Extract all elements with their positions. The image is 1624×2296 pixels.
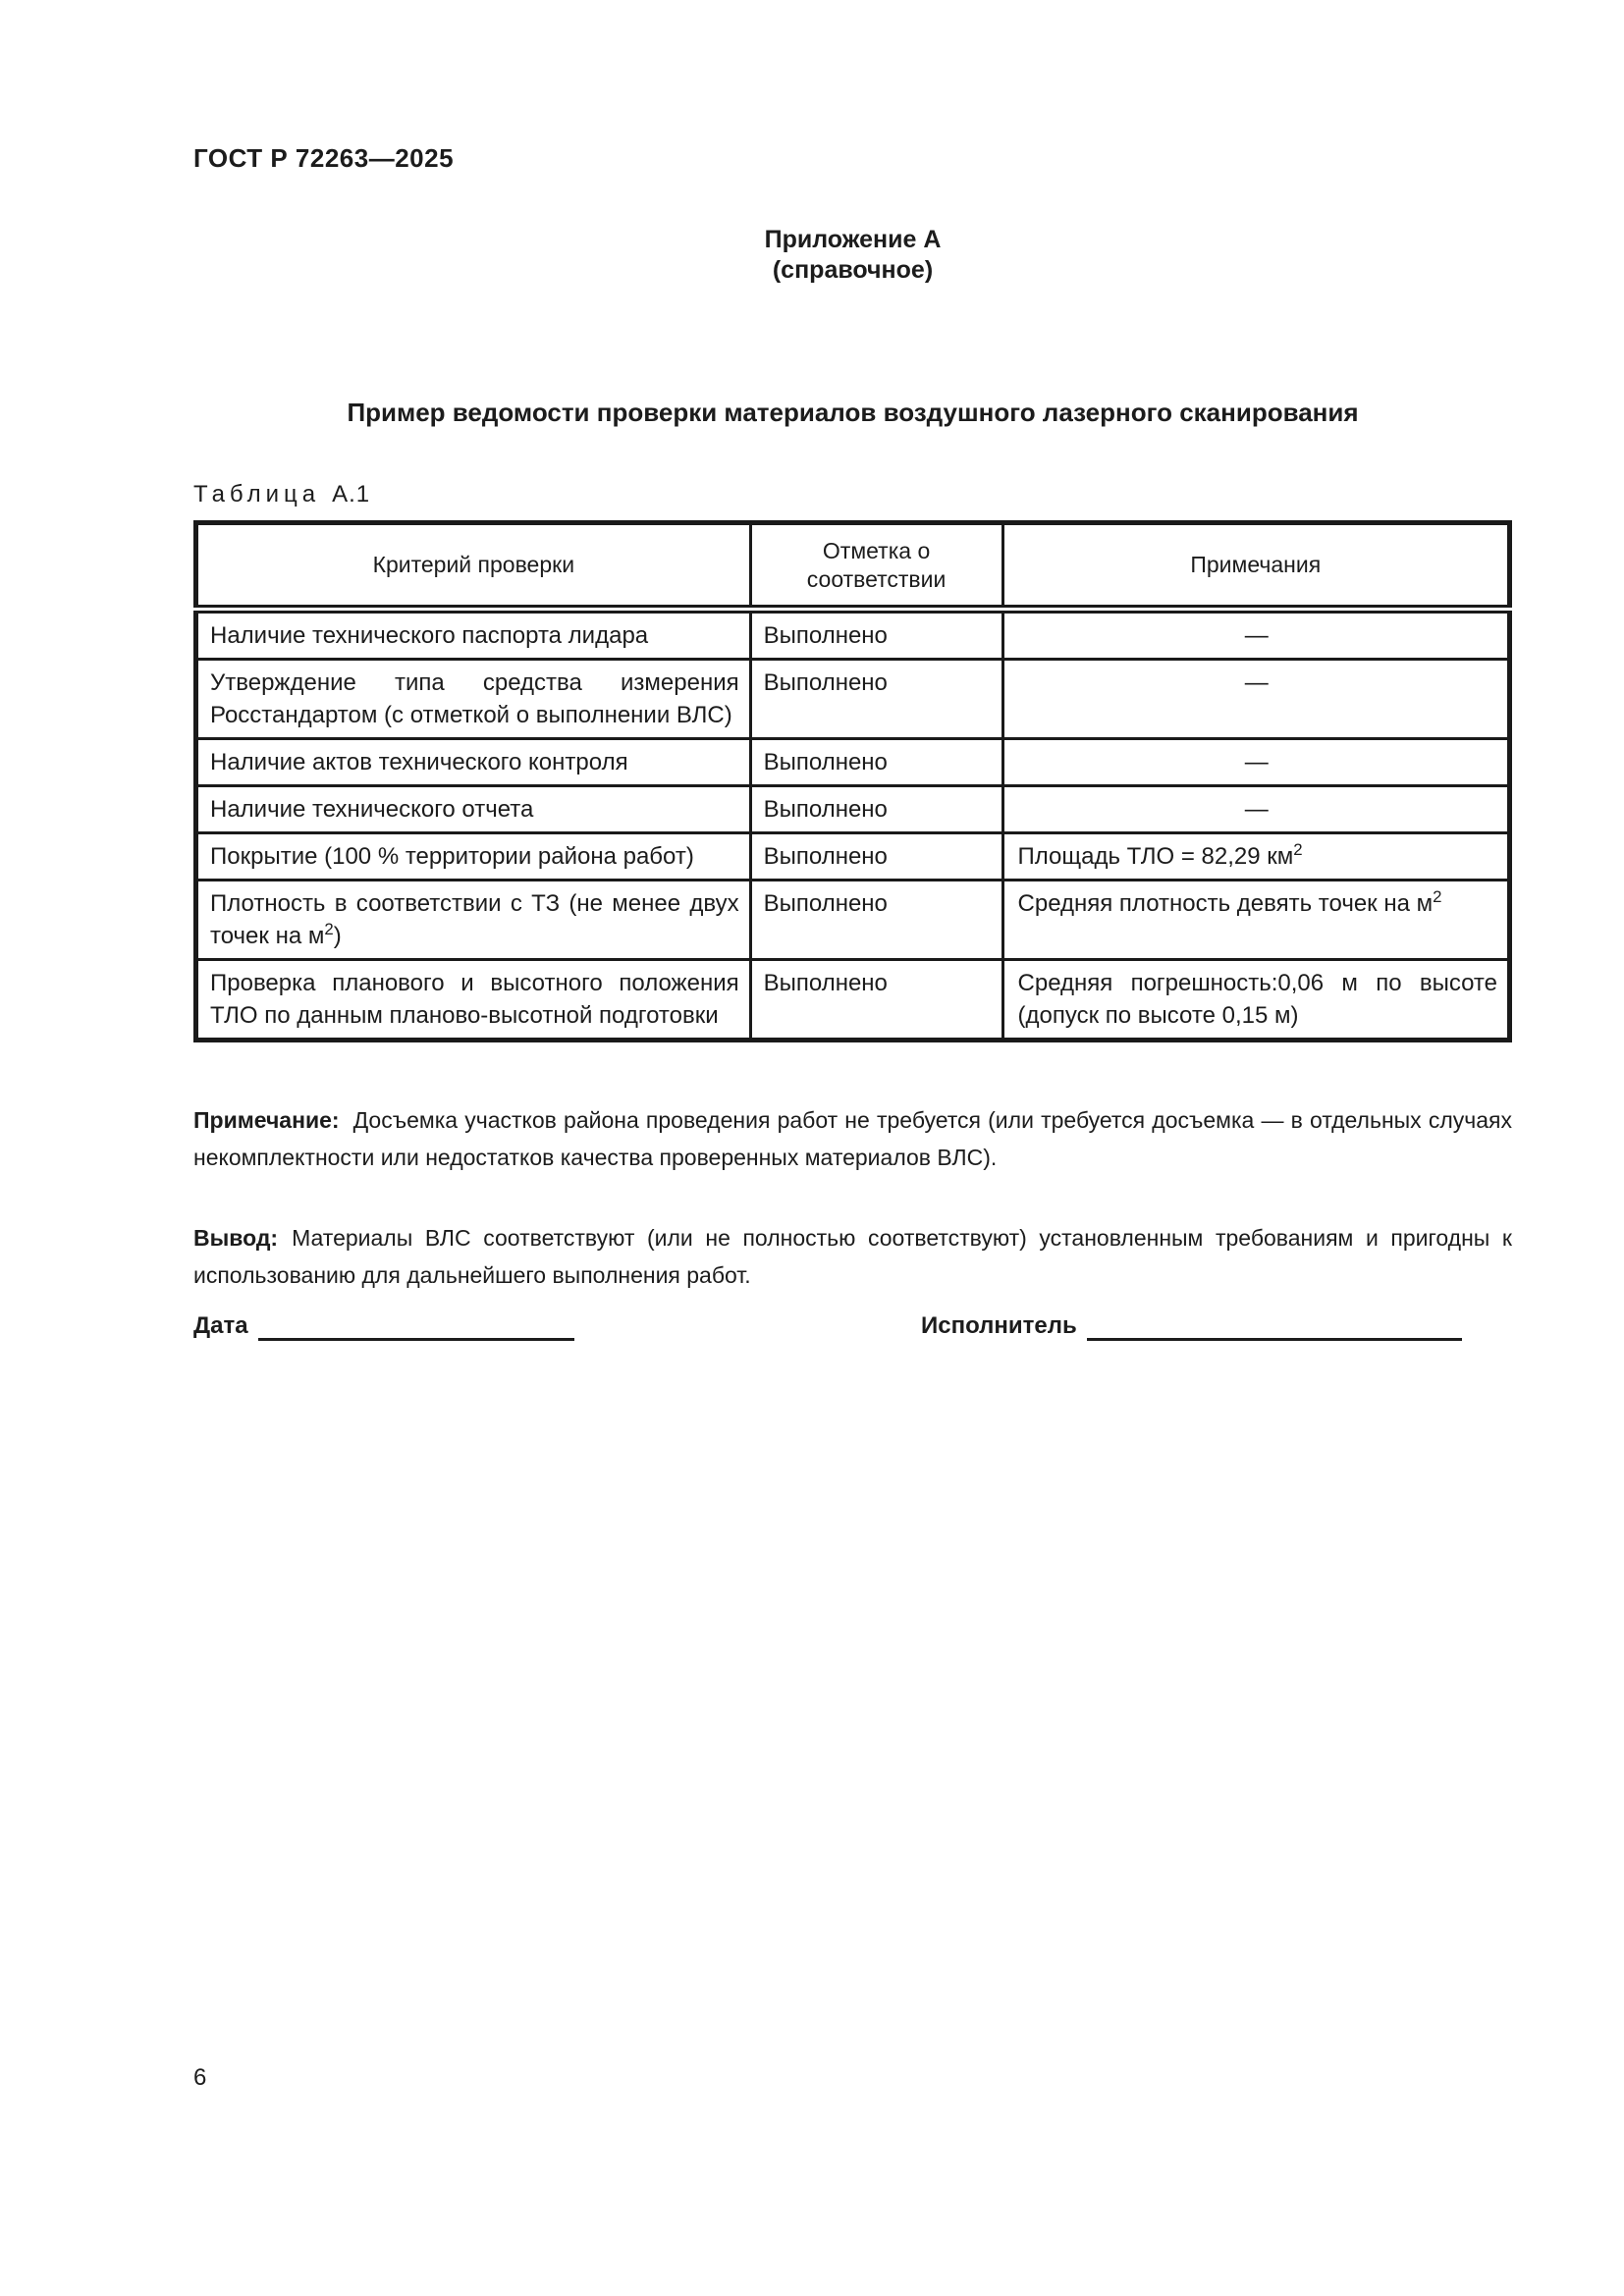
- column-header-criterion: Критерий проверки: [196, 523, 751, 610]
- mark-cell: Выполнено: [750, 833, 1002, 881]
- page-number: 6: [193, 2064, 207, 2091]
- note-cell: Средняя плотность девять точек на $м^2$: [1002, 881, 1509, 960]
- annex-heading: [193, 225, 1512, 286]
- note-cell: Площадь ТЛО = 82,29 $км^2$: [1002, 833, 1509, 881]
- criterion-cell: Наличие актов технического контроля: [196, 739, 751, 786]
- conclusion-label: Вывод:: [193, 1225, 279, 1251]
- annex-subtitle: (справочное): [772, 256, 934, 284]
- table-row: [196, 610, 1510, 660]
- note-cell: —: [1002, 786, 1509, 833]
- mark-cell: Выполнено: [750, 881, 1002, 960]
- executor-label: Исполнитель: [921, 1312, 1077, 1339]
- mark-cell: Выполнено: [750, 960, 1002, 1041]
- annex-title: Приложение А: [764, 226, 942, 253]
- date-label: Дата: [193, 1312, 248, 1339]
- table-row: [196, 881, 1510, 960]
- signature-row: [193, 1311, 1512, 1355]
- table-row: [196, 739, 1510, 786]
- table-row: [196, 660, 1510, 739]
- table-row: [196, 833, 1510, 881]
- date-blank-line: [258, 1311, 574, 1341]
- table-row: [196, 786, 1510, 833]
- executor-field: [921, 1311, 1462, 1341]
- checklist-table: [193, 520, 1512, 1042]
- table-caption-label: Таблица: [193, 481, 321, 507]
- executor-blank-line: [1087, 1311, 1462, 1341]
- table-row: [196, 960, 1510, 1041]
- note-cell: —: [1002, 660, 1509, 739]
- column-header-notes: Примечания: [1002, 523, 1509, 610]
- note-cell: Средняя погрешность:0,06 м по высоте (допуск по высоте 0,15 м): [1002, 960, 1509, 1041]
- mark-cell: Выполнено: [750, 739, 1002, 786]
- standard-code: ГОСТ Р 72263—2025: [193, 143, 455, 173]
- criterion-cell: Покрытие (100 % территории района работ): [196, 833, 751, 881]
- mark-cell: Выполнено: [750, 610, 1002, 660]
- date-field: [193, 1311, 574, 1341]
- column-header-mark: Отметка о соответствии: [750, 523, 1002, 610]
- criterion-cell: Плотность в соответствии с ТЗ (не менее двух точек на $м^2$): [196, 881, 751, 960]
- criterion-cell: Утверждение типа средства измерения Росстандартом (с отметкой о выполнении ВЛС): [196, 660, 751, 739]
- document-title: Пример ведомости проверки материалов воздушного лазерного сканирования: [347, 398, 1359, 427]
- note-cell: —: [1002, 610, 1509, 660]
- criterion-cell: Наличие технического паспорта лидара: [196, 610, 751, 660]
- table-caption: [193, 481, 370, 508]
- table-caption-number: А.1: [332, 481, 371, 507]
- criterion-cell: Наличие технического отчета: [196, 786, 751, 833]
- conclusion-paragraph: [193, 1219, 1512, 1294]
- mark-cell: Выполнено: [750, 786, 1002, 833]
- conclusion-text: Материалы ВЛС соответствуют (или не полностью соответствуют) установленным требованиям и пригодны к использованию для дальнейшего выполнения работ.: [193, 1225, 1512, 1288]
- criterion-cell: Проверка планового и высотного положения ТЛО по данным планово-высотной подготовки: [196, 960, 751, 1041]
- note-cell: —: [1002, 739, 1509, 786]
- table-header-row: [196, 523, 1510, 610]
- note-paragraph: [193, 1101, 1512, 1176]
- note-text: Досъемка участков района проведения работ не требуется (или требуется досъемка — в отдельных случаях некомплектности или недостатков качества проверенных материалов ВЛС).: [193, 1107, 1512, 1170]
- mark-cell: Выполнено: [750, 660, 1002, 739]
- note-label: Примечание:: [193, 1107, 340, 1133]
